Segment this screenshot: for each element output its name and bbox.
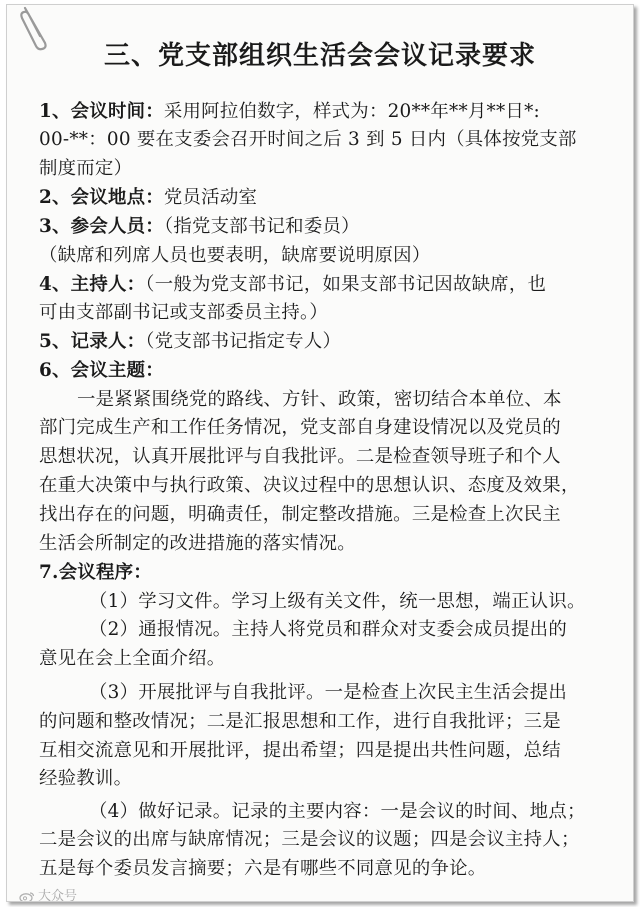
text-line: 可由支部副书记或支部委员主持。） (39, 302, 329, 323)
text-line: 生活会所制定的改进措施的落实情况。 (39, 533, 356, 554)
text-line: （缺席和列席人员也要表明，缺席要说明原因） (39, 245, 431, 266)
watermark (19, 885, 77, 902)
text-line: 互相交流意见和开展批评，提出希望；四是提出共性问题，总结 (39, 740, 561, 761)
line-host: 4、主持人：（一般为党支部书记，如果支部书记因故缺席，也 (39, 274, 547, 295)
text-line: （1）学习文件。学习上级有关文件，统一思想，端正认识。 (89, 591, 586, 612)
text-line: （2）通报情况。主持人将党员和群众对支委会成员提出的 (89, 619, 567, 640)
line-meeting-place: 2、会议地点：党员活动室 (39, 187, 258, 208)
text-line: 制度而定） (39, 158, 133, 179)
line-meeting-time: 1、会议时间：采用阿拉伯数字，样式为：20**年**月**日*: (39, 101, 540, 122)
watermark-text: 大众号 (38, 889, 78, 902)
text-line: 在重大决策中与执行政策、决议过程中的思想认识、态度及效果， (39, 475, 580, 496)
text-line: 思想状况，认真开展批评与自我批评。二是检查领导班子和个人 (39, 446, 561, 467)
text-line: 的问题和整改情况；二是汇报思想和工作，进行自我批评；三是 (39, 711, 561, 732)
document-page (6, 4, 634, 902)
weibo-logo-icon (19, 891, 35, 903)
text-line: 00-**：00 要在支委会召开时间之后 3 到 5 日内（具体按党支部 (39, 129, 577, 150)
text-line: 经验教训。 (39, 768, 133, 789)
text-line: （3）开展批评与自我批评。一是检查上次民主生活会提出 (89, 682, 567, 703)
text-line: 找出存在的问题，明确责任，制定整改措施。三是检查上次民主 (39, 504, 561, 525)
line-attendees: 3、参会人员：（指党支部书记和委员） (39, 216, 360, 237)
line-meeting-procedure: 7.会议程序： (39, 562, 152, 583)
text-line: （4）做好记录。记录的主要内容：一是会议的时间、地点； (89, 801, 586, 822)
line-meeting-theme: 6、会议主题： (39, 360, 164, 381)
text-line: 五是每个委员发言摘要；六是有哪些不同意见的争论。 (39, 858, 487, 879)
text-line: 部门完成生产和工作任务情况，党支部自身建设情况以及党员的 (39, 417, 561, 438)
text-line: 二是会议的出席与缺席情况；三是会议的议题；四是会议主持人； (39, 829, 580, 850)
text-line: 一是紧紧围绕党的路线、方针、政策，密切结合本单位、本 (77, 389, 562, 410)
page-title: 三、党支部组织生活会会议记录要求 (103, 41, 536, 71)
line-recorder: 5、记录人：（党支部书记指定专人） (39, 331, 342, 352)
text-line: 意见在会上全面介绍。 (39, 648, 226, 669)
